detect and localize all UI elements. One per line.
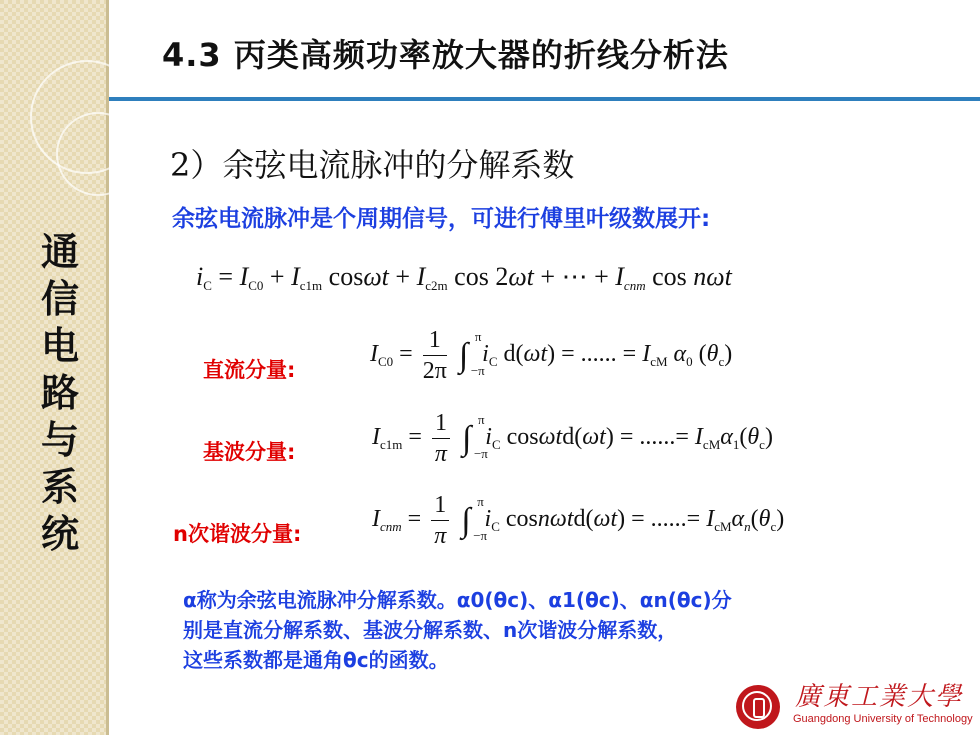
dc-component-equation: $I_{C0}$ = $\frac{1}{2\pi}$ ∫ π −π $i_C$ d(ωt) = ...... = $I_{cM}$ $\alpha_0$ $(\theta_c)$ [370,327,733,384]
university-name-cn: 廣東工業大學 [795,682,964,712]
title-divider [109,97,980,101]
vertical-course-title [36,228,84,557]
note-line: 这些系数都是通角θc的函数。 [183,648,449,672]
nth-harmonic-equation: $I_{cnm}$ = $\frac{1}{\pi}$ ∫ π −π $i_C$ cosnωtd(ωt) = ......= $I_{cM}\alpha_n(\theta_c)$ [372,492,785,549]
nth-harmonic-label: n次谐波分量: [173,522,302,546]
university-logo-icon [736,685,780,729]
fourier-series-equation: $i_C = I_{C0} + I_{c1m}$ $\cos\omega t + I_{c2m}$ cos 2ωt + ⋯ + Icnm cos nωt [196,262,732,293]
course-char: 通 [40,229,79,274]
fundamental-component-equation: $I_{c1m}$ = $\frac{1}{\pi}$ ∫ π −π $i_C$ cosωtd(ωt) = ......= $I_{cM}\alpha_1(\theta_c)$ [372,410,773,467]
note-line: 别是直流分解系数、基波分解系数、n次谐波分解系数， [183,618,678,642]
university-name-en: Guangdong University of Technology [793,713,973,725]
course-char: 统 [40,511,79,556]
explanation-note [183,585,873,675]
dc-component-label: 直流分量: [203,358,296,382]
slide-title: 4.3 丙类高频功率放大器的折线分析法 [162,36,729,74]
section-heading: 2）余弦电流脉冲的分解系数 [170,146,575,184]
course-char: 路 [40,370,79,415]
course-char: 系 [40,464,79,509]
intro-text: 余弦电流脉冲是个周期信号，可进行傅里叶级数展开: [172,206,711,232]
course-char: 与 [40,417,79,462]
course-char: 信 [40,276,79,321]
note-line: α称为余弦电流脉冲分解系数。α0(θc)、α1(θc)、αn(θc)分 [183,588,732,612]
course-char: 电 [40,323,79,368]
decorative-circle [56,112,140,196]
fundamental-component-label: 基波分量: [203,440,296,464]
